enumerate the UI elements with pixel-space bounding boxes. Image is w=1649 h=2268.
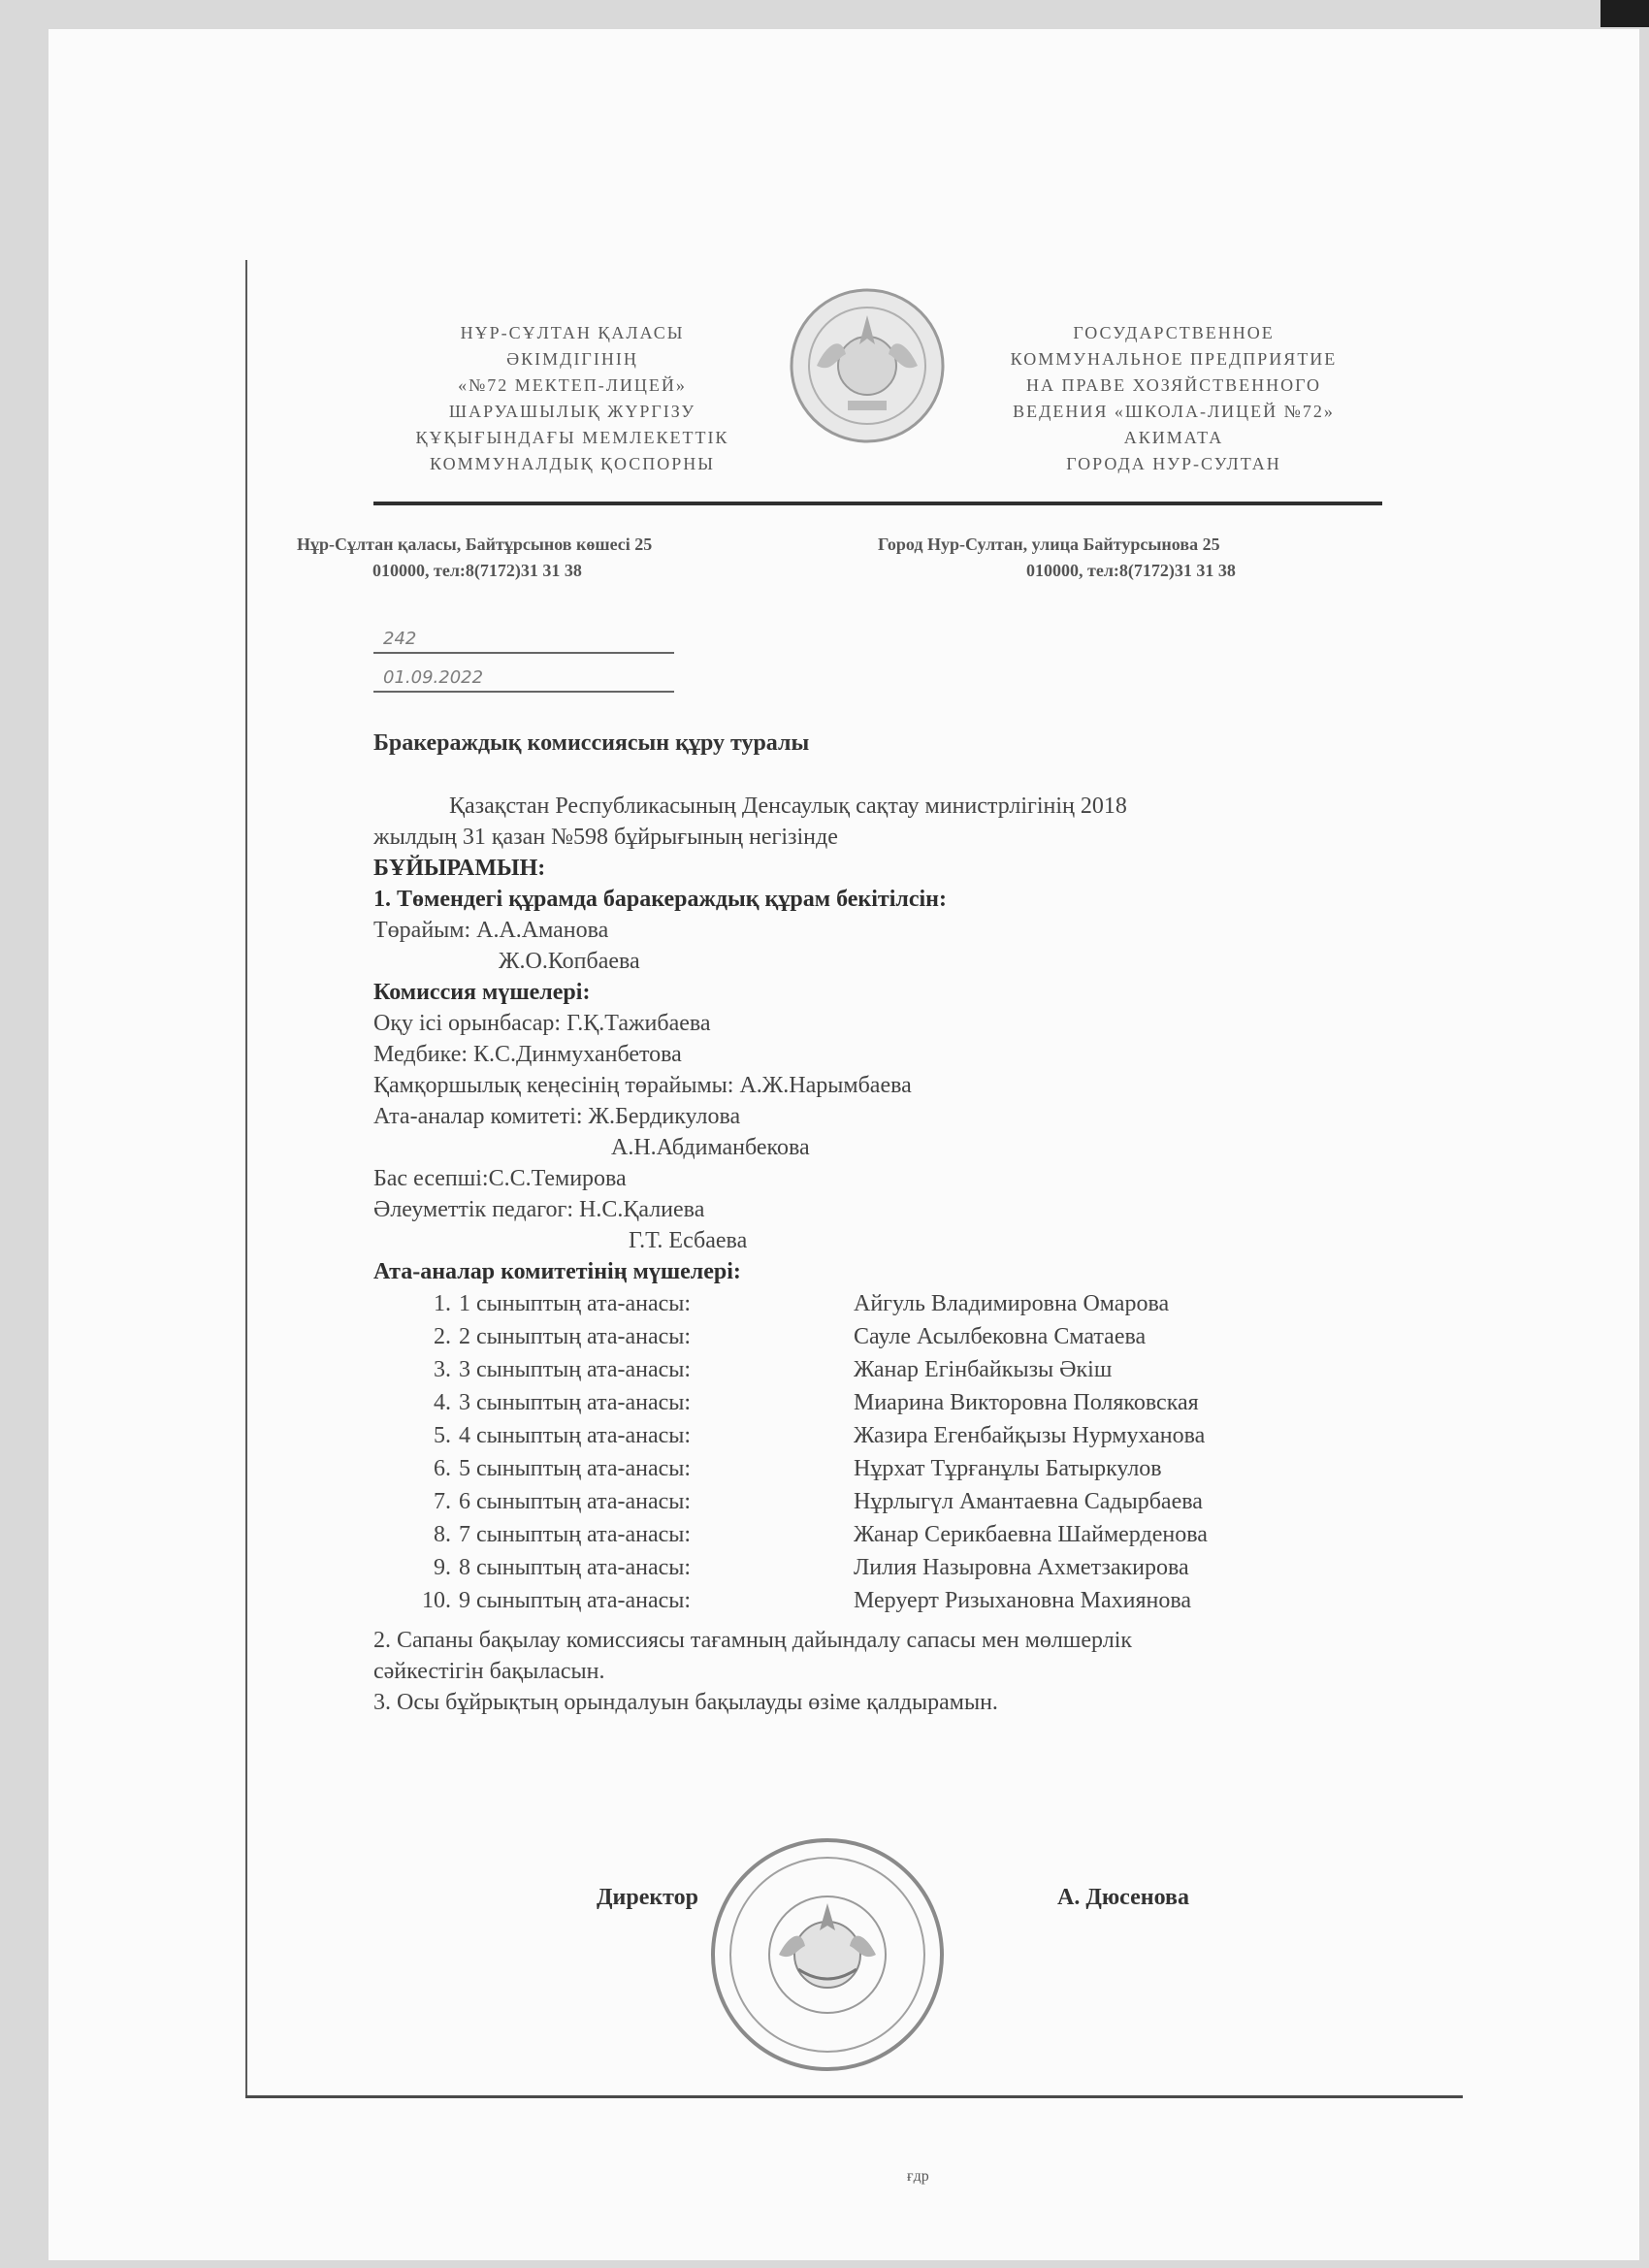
item-class: 1 сыныптың ата-анасы:	[459, 1291, 692, 1316]
item-name: Айгуль Владимировна Омарова	[854, 1291, 1170, 1316]
member-line: Медбике: К.С.Динмуханбетова	[373, 1042, 682, 1067]
preamble-line: жылдың 31 қазан №598 бұйрығының негізінде	[373, 825, 838, 850]
member-line: Ата-аналар комитеті: Ж.Бердикулова	[373, 1104, 741, 1129]
item-name: Нұрхат Тұрғанұлы Батыркулов	[854, 1456, 1162, 1481]
item-name: Жанар Серикбаевна Шаймерденова	[854, 1522, 1208, 1547]
list-item	[373, 1551, 1343, 1584]
address-russian	[878, 532, 1236, 584]
header-line: ҚҰҚЫҒЫНДАҒЫ МЕМЛЕКЕТТІК	[415, 428, 729, 447]
item-2: 2. Сапаны бақылау комиссиясы тағамның дайындалу сапасы мен мөлшерлік	[373, 1628, 1133, 1653]
member-line: Оқу ісі орынбасар: Г.Қ.Тажибаева	[373, 1011, 711, 1036]
footer-mark: ғдр	[907, 2168, 929, 2185]
item-class: 6 сыныптың ата-анасы:	[459, 1489, 692, 1514]
chair-line: Төрайым: А.А.Аманова	[373, 918, 609, 943]
header-rule	[373, 502, 1382, 505]
parents-list	[373, 1287, 1343, 1617]
members-heading: Ата-аналар комитетінің мүшелері:	[373, 1259, 741, 1284]
item-number: 5.	[434, 1423, 451, 1448]
header-line: ВЕДЕНИЯ «ШКОЛА-ЛИЦЕЙ №72»	[1013, 402, 1335, 421]
item-class: 3 сыныптың ата-анасы:	[459, 1390, 692, 1415]
header-line: «№72 МЕКТЕП-ЛИЦЕЙ»	[458, 375, 687, 395]
item-number: 6.	[434, 1456, 451, 1481]
list-item	[373, 1485, 1343, 1518]
scan-edge-mark	[1600, 0, 1649, 27]
item-class: 7 сыныптың ата-анасы:	[459, 1522, 692, 1547]
list-item	[373, 1584, 1343, 1617]
order-word: БҰЙЫРАМЫН:	[373, 856, 546, 881]
official-seal-icon	[706, 1833, 949, 2076]
document-body	[373, 791, 1343, 1718]
signature-name: А. Дюсенова	[1057, 1885, 1189, 1910]
commission-heading: Комиссия мүшелері:	[373, 980, 591, 1005]
item-name: Жанар Егінбайкызы Әкіш	[854, 1357, 1113, 1382]
chair-second: Ж.О.Копбаева	[499, 949, 640, 974]
header-line: КОММУНАЛЬНОЕ ПРЕДПРИЯТИЕ	[1010, 349, 1338, 369]
item-class: 2 сыныптың ата-анасы:	[459, 1324, 692, 1349]
item-name: Нұрлыгүл Амантаевна Садырбаева	[854, 1489, 1203, 1514]
item-number: 2.	[434, 1324, 451, 1349]
registration-date: 01.09.2022	[373, 667, 674, 693]
item-class: 9 сыныптың ата-анасы:	[459, 1588, 692, 1613]
header-line: НА ПРАВЕ ХОЗЯЙСТВЕННОГО	[1025, 375, 1322, 395]
item-name: Лилия Назыровна Ахметзакирова	[854, 1555, 1189, 1580]
item-name: Жазира Егенбайқызы Нурмуханова	[854, 1423, 1206, 1448]
header-line: ӘКІМДІГІНІҢ	[506, 349, 638, 369]
preamble-line: Қазақстан Республикасының Денсаулық сақтау министрлігінің 2018	[449, 794, 1127, 819]
header-line: НҰР-СҰЛТАН ҚАЛАСЫ	[460, 323, 685, 342]
page-frame-left	[245, 260, 247, 2098]
item-number: 3.	[434, 1357, 451, 1382]
item-number: 1.	[434, 1291, 451, 1316]
item-number: 8.	[434, 1522, 451, 1547]
member-line: Бас есепші:С.С.Темирова	[373, 1166, 627, 1191]
registration-number: 242	[373, 629, 674, 654]
list-item	[373, 1518, 1343, 1551]
header-line: ШАРУАШЫЛЫҚ ЖҮРГІЗУ	[448, 402, 696, 421]
list-item	[373, 1386, 1343, 1419]
item-name: Меруерт Ризыхановна Махиянова	[854, 1588, 1192, 1613]
item-name: Миарина Викторовна Поляковская	[854, 1390, 1199, 1415]
address-phone: 010000, тел:8(7172)31 31 38	[372, 561, 582, 580]
item-number: 4.	[434, 1390, 451, 1415]
header-kazakh	[407, 320, 737, 477]
item-1: 1. Төмендегі құрамда баракераждық құрам бекітілсін:	[373, 887, 947, 912]
member-line: А.Н.Абдиманбекова	[611, 1135, 810, 1160]
header-line: АКИМАТА	[1123, 428, 1224, 447]
item-number: 10.	[422, 1588, 451, 1613]
item-class: 4 сыныптың ата-анасы:	[459, 1423, 692, 1448]
member-line: Қамқоршылық кеңесінің төрайымы: А.Ж.Нарымбаева	[373, 1073, 912, 1098]
list-item	[373, 1419, 1343, 1452]
item-class: 8 сыныптың ата-анасы:	[459, 1555, 692, 1580]
address-phone: 010000, тел:8(7172)31 31 38	[1026, 561, 1236, 580]
state-emblem-icon	[788, 286, 947, 445]
address-line: Нұр-Сұлтан қаласы, Байтұрсынов көшесі 25	[297, 535, 653, 554]
header-line: ГОРОДА НУР-СУЛТАН	[1066, 454, 1281, 473]
signature-role: Директор	[597, 1885, 698, 1910]
item-class: 5 сыныптың ата-анасы:	[459, 1456, 692, 1481]
item-number: 9.	[434, 1555, 451, 1580]
header-line: ГОСУДАРСТВЕННОЕ	[1073, 323, 1275, 342]
member-line: Г.Т. Есбаева	[629, 1228, 748, 1253]
item-class: 3 сыныптың ата-анасы:	[459, 1357, 692, 1382]
list-item	[373, 1353, 1343, 1386]
member-line: Әлеуметтік педагог: Н.С.Қалиева	[373, 1197, 705, 1222]
address-kazakh	[297, 532, 652, 584]
item-number: 7.	[434, 1489, 451, 1514]
list-item	[373, 1320, 1343, 1353]
item-3: 3. Осы бұйрықтың орындалуын бақылауды өзіме қалдырамын.	[373, 1690, 998, 1715]
item-2-cont: сәйкестігін бақыласын.	[373, 1659, 605, 1684]
address-line: Город Нур-Султан, улица Байтурсынова 25	[878, 535, 1220, 554]
document-title: Бракераждық комиссиясын құру туралы	[373, 730, 810, 756]
page-frame-bottom	[245, 2095, 1463, 2098]
list-item	[373, 1452, 1343, 1485]
header-russian	[970, 320, 1377, 477]
list-item	[373, 1287, 1343, 1320]
header-line: КОММУНАЛДЫҚ ҚОСПОРНЫ	[430, 454, 715, 473]
item-name: Сауле Асылбековна Сматаева	[854, 1324, 1147, 1349]
